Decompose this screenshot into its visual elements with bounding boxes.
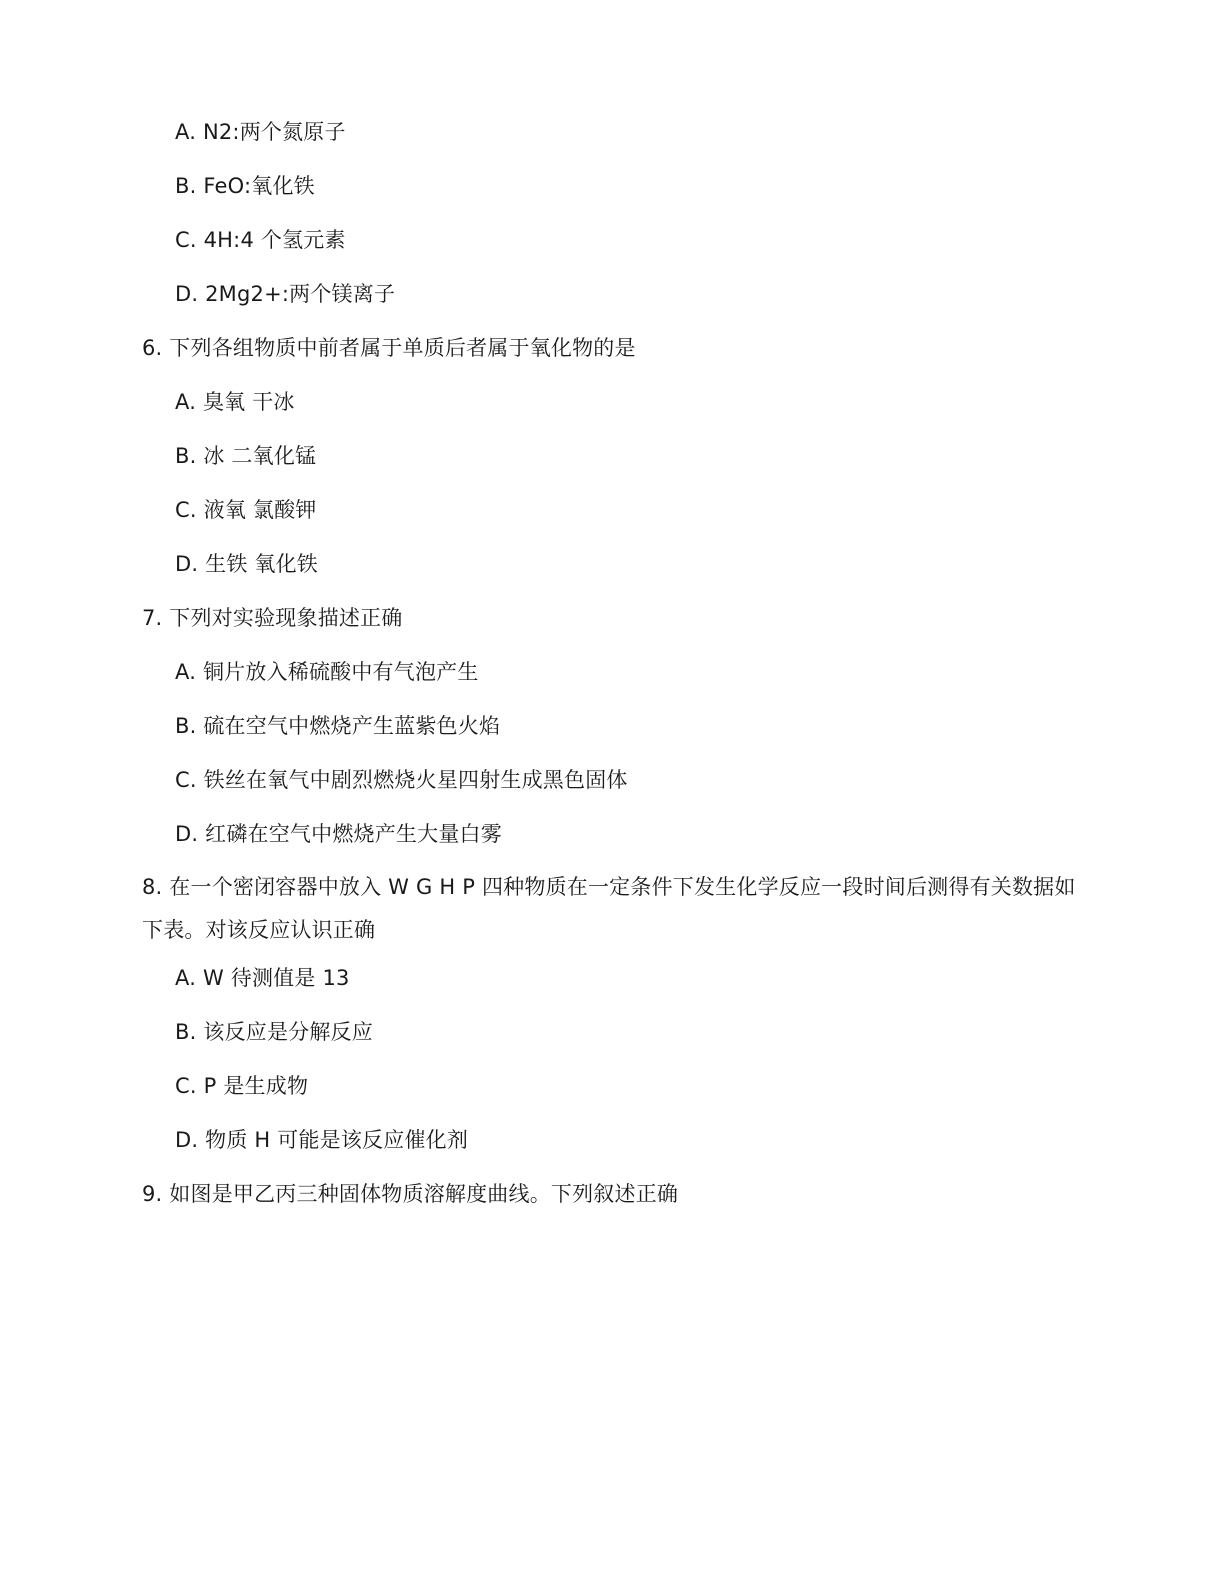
q7-option-b: B. 硫在空气中燃烧产生蓝紫色火焰 [175,714,501,738]
q6-option-d: D. 生铁 氧化铁 [175,552,318,576]
q8-option-d: D. 物质 H 可能是该反应催化剂 [175,1128,469,1152]
q7-option-c: C. 铁丝在氧气中剧烈燃烧火星四射生成黑色固体 [175,768,628,792]
q6-option-a: A. 臭氧 干冰 [175,390,295,414]
q7-stem: 7. 下列对实验现象描述正确 [142,606,403,630]
q8-option-a: A. W 待测值是 13 [175,966,350,990]
q6-stem: 6. 下列各组物质中前者属于单质后者属于氧化物的是 [142,336,636,360]
q5-option-d: D. 2Mg2+:两个镁离子 [175,282,396,306]
q6-option-b: B. 冰 二氧化锰 [175,444,317,468]
q7-option-d: D. 红磷在空气中燃烧产生大量白雾 [175,822,502,846]
q5-option-c: C. 4H:4 个氢元素 [175,228,346,252]
q5-option-a: A. N2:两个氮原子 [175,120,346,144]
q6-option-c: C. 液氧 氯酸钾 [175,498,317,522]
q9-stem: 9. 如图是甲乙丙三种固体物质溶解度曲线。下列叙述正确 [142,1182,679,1206]
q5-option-b: B. FeO:氧化铁 [175,174,315,198]
q8-option-c: C. P 是生成物 [175,1074,309,1098]
q8-stem: 8. 在一个密闭容器中放入 W G H P 四种物质在一定条件下发生化学反应一段时间后测得有关数据如下表。对该反应认识正确 [142,875,1076,942]
q8-option-b: B. 该反应是分解反应 [175,1020,373,1044]
q7-option-a: A. 铜片放入稀硫酸中有气泡产生 [175,660,479,684]
